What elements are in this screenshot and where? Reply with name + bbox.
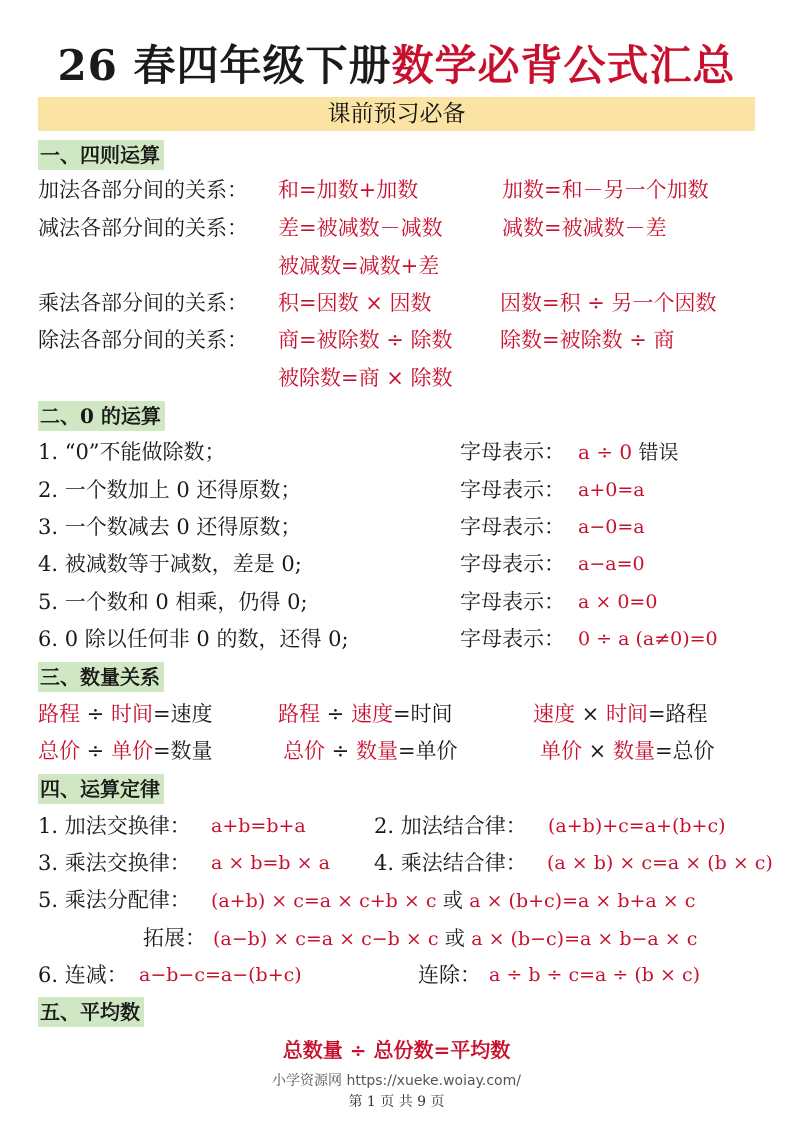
sub-formula-3: 被减数=减数+差 [278, 254, 440, 278]
zero-formula-6: 0 ÷ a (a≠0)=0 [578, 628, 718, 650]
div-label: 除法各部分间的关系： [38, 328, 248, 352]
quantity-r2c3: 单价 × 数量=总价 [540, 739, 715, 763]
quantity-r1c2: 路程 ÷ 速度=时间 [278, 702, 453, 726]
div-formula-2: 除数=被除数 ÷ 商 [500, 328, 675, 352]
title-red: 数学必背公式汇总 [391, 41, 736, 90]
quantity-r1c3: 速度 × 时间=路程 [533, 702, 708, 726]
average-formula: 总数量 ÷ 总份数=平均数 [282, 1038, 511, 1062]
sub-formula-1: 差=被减数－减数 [278, 216, 443, 240]
footer-site: 小学资源网 https://xueke.woiay.com/ [272, 1073, 521, 1089]
law-6-formula: a−b−c=a−(b+c) [139, 964, 302, 986]
law-5-label: 5. 乘法分配律： [38, 888, 191, 912]
extension-formula: (a−b) × c=a × c−b × c 或 a × (b−c)=a × b−a × c [213, 926, 698, 950]
zero-formula-5: a × 0=0 [578, 591, 658, 613]
law-2-label: 2. 加法结合律： [374, 814, 527, 838]
mul-formula-1: 积=因数 × 因数 [278, 291, 432, 315]
law-3-formula: a × b=b × a [211, 852, 330, 874]
div-formula-3: 被除数=商 × 除数 [278, 366, 453, 390]
mul-formula-2: 因数=积 ÷ 另一个因数 [500, 291, 717, 315]
law-1-label: 1. 加法交换律： [38, 814, 191, 838]
zero-rule-6: 6. 0 除以任何非 0 的数，还得 0; [38, 627, 349, 651]
zero-rule-1: 1. “0”不能做除数； [38, 440, 226, 464]
section-heading-average: 五、平均数 [38, 997, 144, 1027]
zero-letter-label-4: 字母表示： [460, 552, 565, 576]
sub-formula-2: 减数=被减数－差 [502, 216, 667, 240]
zero-letter-label-6: 字母表示： [460, 627, 565, 651]
section-heading-arithmetic: 一、四则运算 [38, 140, 164, 170]
law-3-label: 3. 乘法交换律： [38, 851, 191, 875]
page-title [0, 38, 793, 94]
law-7-label: 连除： [418, 963, 481, 987]
sub-label: 减法各部分间的关系： [38, 216, 248, 240]
quantity-r2c2: 总价 ÷ 数量=单价 [283, 739, 458, 763]
quantity-r1c1: 路程 ÷ 时间=速度 [38, 702, 213, 726]
zero-formula-3: a−0=a [578, 516, 645, 538]
zero-rule-5: 5. 一个数和 0 相乘，仍得 0; [38, 590, 308, 614]
zero-formula-4: a−a=0 [578, 553, 645, 575]
quantity-r2c1: 总价 ÷ 单价=数量 [38, 739, 213, 763]
add-label: 加法各部分间的关系： [38, 178, 248, 202]
zero-letter-label-5: 字母表示： [460, 590, 565, 614]
add-formula-2: 加数=和－另一个加数 [502, 178, 709, 202]
section-heading-laws: 四、运算定律 [38, 774, 164, 804]
title-black: 26 春四年级下册 [57, 41, 392, 90]
zero-letter-label-1: 字母表示： [460, 440, 565, 464]
law-7-formula: a ÷ b ÷ c=a ÷ (b × c) [489, 964, 701, 986]
zero-formula-2: a+0=a [578, 479, 645, 501]
zero-formula-1: a ÷ 0 错误 [578, 440, 679, 464]
mul-label: 乘法各部分间的关系： [38, 291, 248, 315]
law-1-formula: a+b=b+a [211, 815, 306, 837]
footer-page-number: 第 1 页 共 9 页 [348, 1094, 445, 1110]
zero-rule-3: 3. 一个数减去 0 还得原数； [38, 515, 302, 539]
law-4-label: 4. 乘法结合律： [374, 851, 527, 875]
law-6-label: 6. 连减： [38, 963, 128, 987]
extension-label: 拓展： [143, 926, 206, 950]
law-4-formula: (a × b) × c=a × (b × c) [547, 852, 773, 874]
section-heading-quantity: 三、数量关系 [38, 662, 164, 692]
zero-rule-4: 4. 被减数等于减数，差是 0; [38, 552, 302, 576]
section-heading-zero: 二、0 的运算 [38, 401, 165, 431]
div-formula-1: 商=被除数 ÷ 除数 [278, 328, 453, 352]
law-5-formula: (a+b) × c=a × c+b × c 或 a × (b+c)=a × b+a × c [211, 888, 696, 912]
preview-banner: 课前预习必备 [38, 97, 755, 131]
zero-letter-label-3: 字母表示： [460, 515, 565, 539]
zero-letter-label-2: 字母表示： [460, 478, 565, 502]
add-formula-1: 和=加数+加数 [278, 178, 419, 202]
zero-rule-2: 2. 一个数加上 0 还得原数； [38, 478, 302, 502]
law-2-formula: (a+b)+c=a+(b+c) [548, 815, 726, 837]
